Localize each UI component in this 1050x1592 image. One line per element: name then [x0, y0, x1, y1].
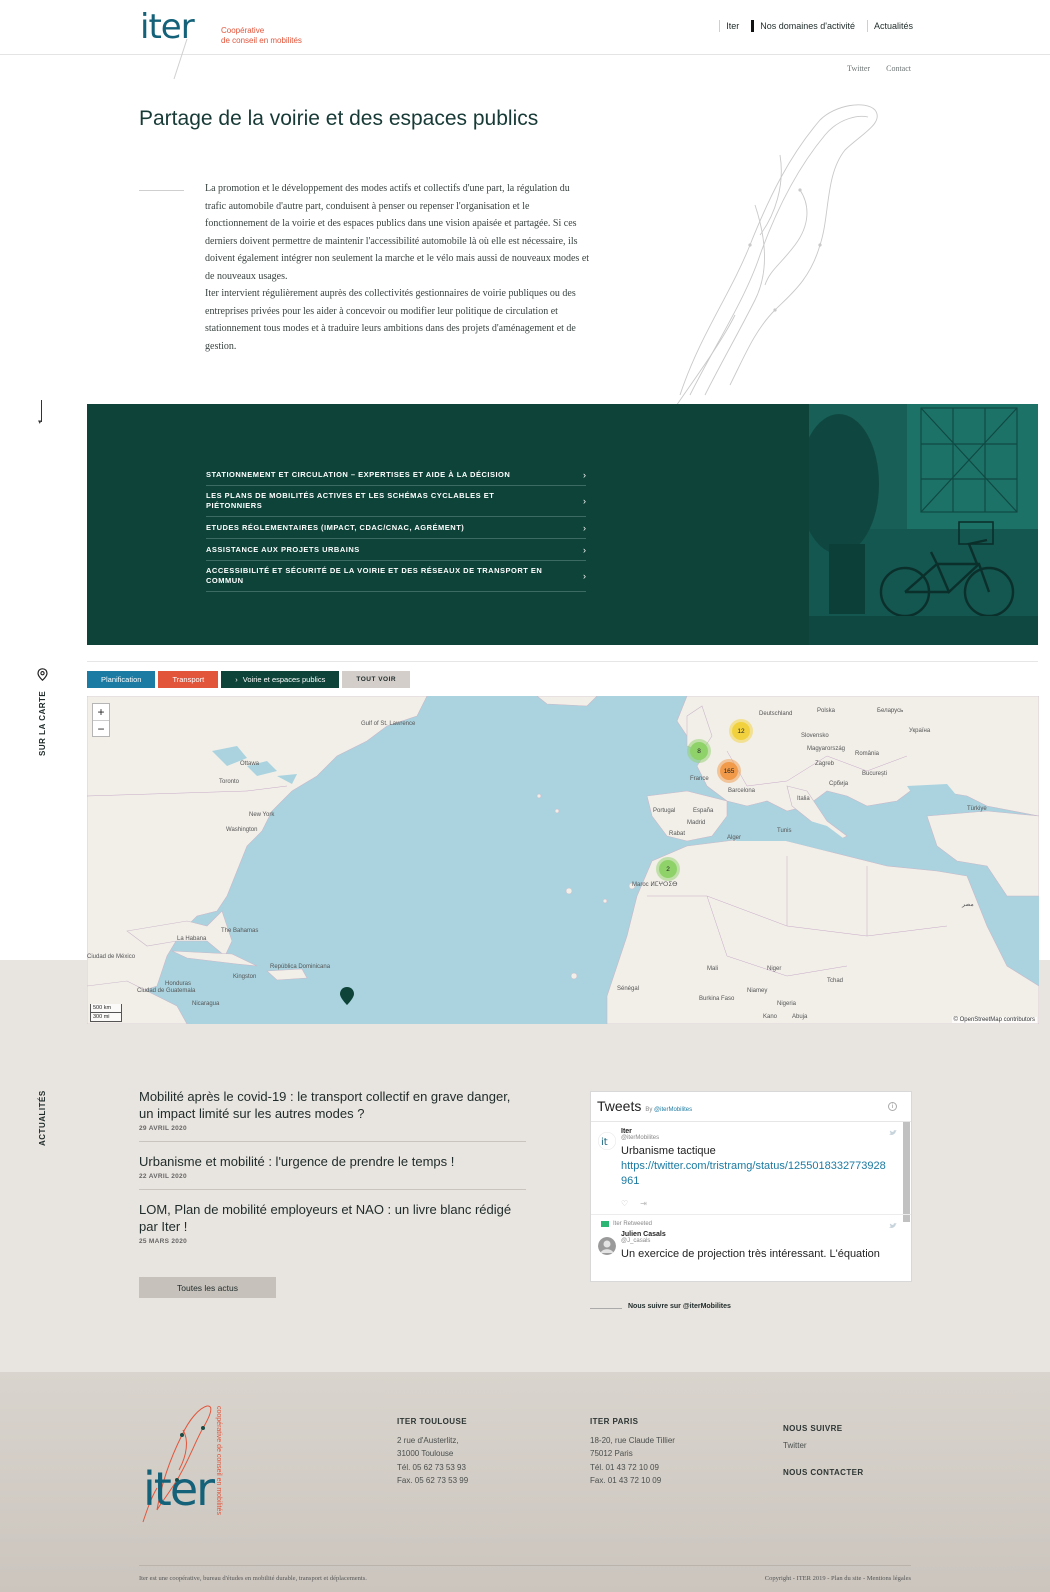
info-icon[interactable]: i	[888, 1102, 897, 1111]
map-label: Zagreb	[815, 761, 835, 767]
service-label: ASSISTANCE AUX PROJETS URBAINS	[206, 544, 360, 554]
footer-twitter-link[interactable]: Twitter	[783, 1441, 807, 1450]
map-scale	[90, 1004, 122, 1022]
map-zoom-control	[92, 703, 110, 737]
arrow-down-icon: ▾	[38, 419, 42, 426]
service-link-accessibilite[interactable]	[206, 561, 586, 592]
map-label: Ciudad de México	[87, 954, 136, 960]
map-label: Madrid	[687, 820, 706, 826]
news-title[interactable]: Urbanisme et mobilité : l'urgence de prendre le temps !	[139, 1154, 455, 1169]
address-line: 18-20, rue Claude Tillier	[590, 1436, 675, 1445]
service-link-stationnement[interactable]	[206, 464, 586, 486]
map-label: România	[855, 751, 880, 757]
map-label: Slovensko	[801, 733, 829, 739]
avatar	[598, 1132, 616, 1150]
service-link-etudes-reglementaires[interactable]	[206, 517, 586, 539]
news-item[interactable]	[139, 1088, 526, 1142]
utility-nav	[847, 64, 911, 73]
chevron-right-icon: ›	[583, 571, 586, 581]
map-label: Deutschland	[759, 711, 793, 717]
map-label: Nicaragua	[192, 1001, 220, 1007]
news-title[interactable]: Mobilité après le covid-19 : le transport collectif en grave danger, un impact limité sur les autres modes ?	[139, 1089, 511, 1121]
tweet-link[interactable]: https://twitter.com/tristramg/status/1255018332773928961	[621, 1160, 886, 1187]
nav-item-iter[interactable]: Iter	[719, 20, 739, 32]
service-label: LES PLANS DE MOBILITÉS ACTIVES ET LES SCHÉMAS CYCLABLES ET PIÉTONNIERS	[206, 491, 495, 510]
map-label: Србија	[829, 781, 849, 787]
map-label: Tunis	[777, 828, 792, 834]
chip-label: TOUT VOIR	[356, 676, 397, 683]
services-panel	[87, 404, 809, 645]
map-label: Abuja	[792, 1014, 808, 1020]
fax-line: Fax. 01 43 72 10 09	[590, 1475, 662, 1485]
footer-divider	[139, 1565, 911, 1566]
map-label: Alger	[727, 835, 742, 841]
filter-chip-transport[interactable]	[158, 671, 218, 688]
map-attribution[interactable]: © OpenStreetMap contributors	[953, 1017, 1035, 1023]
news-item[interactable]	[139, 1153, 526, 1190]
map-label: España	[693, 808, 714, 814]
service-label: ACCESSIBILITÉ ET SÉCURITÉ DE LA VOIRIE ET DES RÉSEAUX DE TRANSPORT EN COMMUN	[206, 566, 543, 585]
footer-copyright[interactable]: Copyright - ITER 2019 - Plan du site - Mentions légales	[764, 1575, 911, 1582]
tweet-actions	[621, 1199, 891, 1208]
share-icon[interactable]: ⇥	[640, 1199, 647, 1208]
chevron-right-icon: ›	[583, 469, 586, 480]
map-cluster[interactable]: 2	[659, 860, 677, 878]
scale-mi: 300 mi	[90, 1013, 122, 1022]
twitter-bird-icon	[889, 1130, 897, 1136]
utility-twitter-link[interactable]: Twitter	[847, 64, 871, 73]
map-marker-icon[interactable]	[340, 987, 354, 1005]
map-label: Nigeria	[777, 1001, 797, 1007]
intro-paragraph-2: Iter intervient régulièrement auprès des collectivités gestionnaires de voirie publiques ou des entreprises privées pour les aider à concevoir ou modifier leur politique de circulation et stationnement tous modes et à traduire leurs ambitions dans des projets d'aménagement et de gestion.	[205, 288, 576, 352]
map-label: New York	[249, 812, 275, 818]
intro-rule	[139, 190, 184, 191]
map-label: Беларусь	[877, 708, 904, 714]
retweet-label: Iter Retweeted	[613, 1221, 653, 1227]
twitter-timeline-widget[interactable]	[590, 1091, 912, 1282]
like-icon[interactable]: ♡	[621, 1199, 629, 1208]
retweet-icon	[601, 1221, 609, 1227]
map-label: Rabat	[669, 831, 686, 837]
filter-chip-tout-voir[interactable]	[342, 671, 410, 688]
page-title: Partage de la voirie et des espaces publics	[139, 107, 539, 130]
follow-rule	[590, 1308, 622, 1309]
tweet-author-handle[interactable]: @iterMobilites	[621, 1135, 660, 1141]
chip-label: Transport	[172, 675, 205, 684]
site-header	[0, 0, 1050, 55]
footer-paris	[590, 1417, 675, 1487]
map-label: Türkiye	[967, 806, 987, 812]
bicycle-illustration	[809, 404, 1038, 645]
map-label: مصر	[962, 902, 974, 908]
footer-logo-tagline: coopérative de conseil en mobilités	[215, 1406, 222, 1515]
chevron-right-icon: ›	[583, 544, 586, 555]
address-line: 2 rue d'Austerlitz,	[397, 1436, 459, 1445]
news-date: 29 AVRIL 2020	[139, 1125, 187, 1132]
tweet[interactable]	[591, 1122, 911, 1215]
service-label: STATIONNEMENT ET CIRCULATION – EXPERTISES ET AIDE À LA DÉCISION	[206, 469, 511, 479]
logo-tagline-line-2: de conseil en mobilités	[221, 36, 302, 45]
map-label: The Bahamas	[221, 928, 259, 934]
services-list	[206, 464, 586, 592]
map-label: Italia	[797, 796, 810, 802]
logo-tagline-line-1: Coopérative	[221, 26, 265, 35]
footer-toulouse	[397, 1417, 468, 1487]
phone-line[interactable]: Tél. 01 43 72 10 09	[590, 1462, 659, 1472]
chevron-right-icon: ›	[583, 496, 586, 506]
tweet-text: Urbanisme tactique	[621, 1145, 716, 1157]
section-divider	[87, 661, 1038, 662]
tweet[interactable]	[591, 1215, 911, 1268]
map-pin-icon	[37, 668, 48, 681]
twitter-widget-title: Tweets	[597, 1098, 642, 1114]
filter-chip-voirie[interactable]	[221, 671, 339, 688]
chip-label: Planification	[101, 675, 142, 684]
intro-paragraph-1: La promotion et le développement des modes actifs et collectifs d'une part, la régulation du trafic automobile d'autre part, conduisent à penser ou repenser l'organisation et le fonctionnement de la voirie et des espaces publics dans une vision apaisée et partagée. Si ces derniers doivent permettre de maintenir l'accessibilité automobile là où elle est nécessaire, ils doivent également intégrer non seulement la marche et le vélo mais aussi de nouveaux modes et de nouveaux usages.	[205, 183, 590, 282]
tweet-text: Un exercice de projection très intéressant. L'équation	[621, 1248, 880, 1260]
projects-map[interactable]	[87, 696, 1039, 1024]
logo-wordmark: iter	[140, 7, 194, 47]
chevron-right-icon: ›	[583, 522, 586, 533]
map-label: Magyarország	[807, 746, 846, 752]
side-label-news: ACTUALITÉS	[38, 1090, 47, 1146]
footer-logo-wordmark: iter	[143, 1462, 214, 1516]
news-title[interactable]: LOM, Plan de mobilité employeurs et NAO : un livre blanc rédigé par Iter !	[139, 1202, 512, 1234]
map-label: Portugal	[653, 808, 676, 814]
map-label: Tchad	[827, 978, 844, 984]
zoom-in-button[interactable]: +	[97, 705, 105, 719]
chevron-right-icon: ›	[235, 675, 238, 684]
follow-twitter-link[interactable]: Nous suivre sur @iterMobilites	[628, 1303, 731, 1310]
address-line: 31000 Toulouse	[397, 1449, 454, 1459]
intro-text	[205, 180, 590, 355]
map-cluster[interactable]: 8	[690, 742, 708, 760]
map-label: France	[690, 776, 709, 782]
map-label: Maroc ⵍⵎⵖⵔⵉⴱ	[632, 882, 678, 888]
site-logo[interactable]	[140, 8, 320, 52]
all-news-button[interactable]: Toutes les actus	[139, 1277, 276, 1298]
map-label: República Dominicana	[270, 964, 331, 970]
footer-heading: ITER PARIS	[590, 1417, 639, 1426]
map-label: Burkina Faso	[699, 996, 735, 1002]
map-label: Україна	[909, 728, 931, 734]
footer-logo[interactable]	[137, 1400, 257, 1525]
news-list	[139, 1088, 526, 1265]
map-label: Ottawa	[240, 761, 260, 767]
service-link-mobilites-actives[interactable]	[206, 486, 586, 517]
twitter-bird-icon	[889, 1223, 897, 1229]
decorative-line-drawing	[660, 95, 920, 435]
map-cluster[interactable]: 12	[732, 722, 750, 740]
map-label: Ciudad de Guatemala	[137, 988, 196, 994]
map-label: La Habana	[177, 936, 207, 942]
map-cluster[interactable]: 165	[720, 762, 738, 780]
site-footer	[0, 1372, 1050, 1592]
map-label: Honduras	[165, 981, 192, 987]
footer-heading: ITER TOULOUSE	[397, 1417, 467, 1426]
twitter-profile-link[interactable]: @iterMobilites	[654, 1107, 693, 1113]
retweet-indicator	[601, 1221, 891, 1227]
main-nav	[707, 20, 913, 32]
service-label: ETUDES RÉGLEMENTAIRES (IMPACT, CDAC/CNAC, AGRÉMENT)	[206, 522, 465, 532]
footer-contact-link[interactable]: NOUS CONTACTER	[783, 1468, 864, 1477]
phone-line[interactable]: Tél. 05 62 73 53 93	[397, 1462, 466, 1472]
fax-line: Fax. 05 62 73 53 99	[397, 1475, 469, 1485]
filter-chip-planification[interactable]	[87, 671, 155, 688]
map-filter-chips	[87, 671, 410, 688]
map-label: București	[862, 771, 888, 777]
utility-contact-link[interactable]: Contact	[886, 64, 911, 73]
zoom-out-button[interactable]: −	[93, 720, 109, 736]
map-label: Kingston	[233, 974, 257, 980]
avatar	[598, 1237, 616, 1255]
news-item[interactable]	[139, 1201, 526, 1254]
footer-description: Iter est une coopérative, bureau d'études en mobilité durable, transport et déplacements.	[139, 1575, 367, 1582]
map-label: Mali	[707, 966, 719, 972]
map-label: Niger	[767, 966, 782, 972]
footer-heading: NOUS SUIVRE	[783, 1424, 843, 1433]
nav-item-actualites[interactable]: Actualités	[867, 20, 913, 32]
nav-item-domaines[interactable]: Nos domaines d'activité	[751, 20, 855, 32]
news-date: 25 MARS 2020	[139, 1238, 188, 1245]
svg-text:it: it	[601, 1137, 608, 1148]
service-link-projets-urbains[interactable]	[206, 539, 586, 561]
scale-km: 500 km	[90, 1004, 122, 1013]
map-label: Toronto	[219, 779, 240, 785]
tweet-author-name[interactable]: Iter	[621, 1128, 632, 1135]
map-label: Polska	[817, 708, 836, 714]
map-tiles	[87, 696, 1039, 1024]
map-label: Niamey	[747, 988, 768, 994]
map-label: Washington	[226, 827, 258, 833]
logo-tagline	[221, 26, 302, 46]
side-label-map: SUR LA CARTE	[38, 690, 47, 756]
bicycle-photo	[809, 404, 1038, 645]
byline-prefix: By	[645, 1107, 653, 1113]
tweet-author-name[interactable]: Julien Casals	[621, 1231, 666, 1238]
map-label: Sénégal	[617, 986, 640, 992]
address-line: 75012 Paris	[590, 1449, 633, 1459]
twitter-widget-header	[591, 1092, 911, 1122]
map-label: Kano	[763, 1014, 778, 1020]
footer-social	[783, 1424, 864, 1485]
chip-label: Voirie et espaces publics	[242, 675, 326, 684]
map-label: Barcelona	[728, 788, 756, 794]
tweet-author-handle[interactable]: @J_casals	[621, 1238, 651, 1244]
map-label: Gulf of St. Lawrence	[361, 721, 416, 727]
news-date: 22 AVRIL 2020	[139, 1173, 187, 1180]
twitter-widget-byline	[645, 1107, 692, 1113]
